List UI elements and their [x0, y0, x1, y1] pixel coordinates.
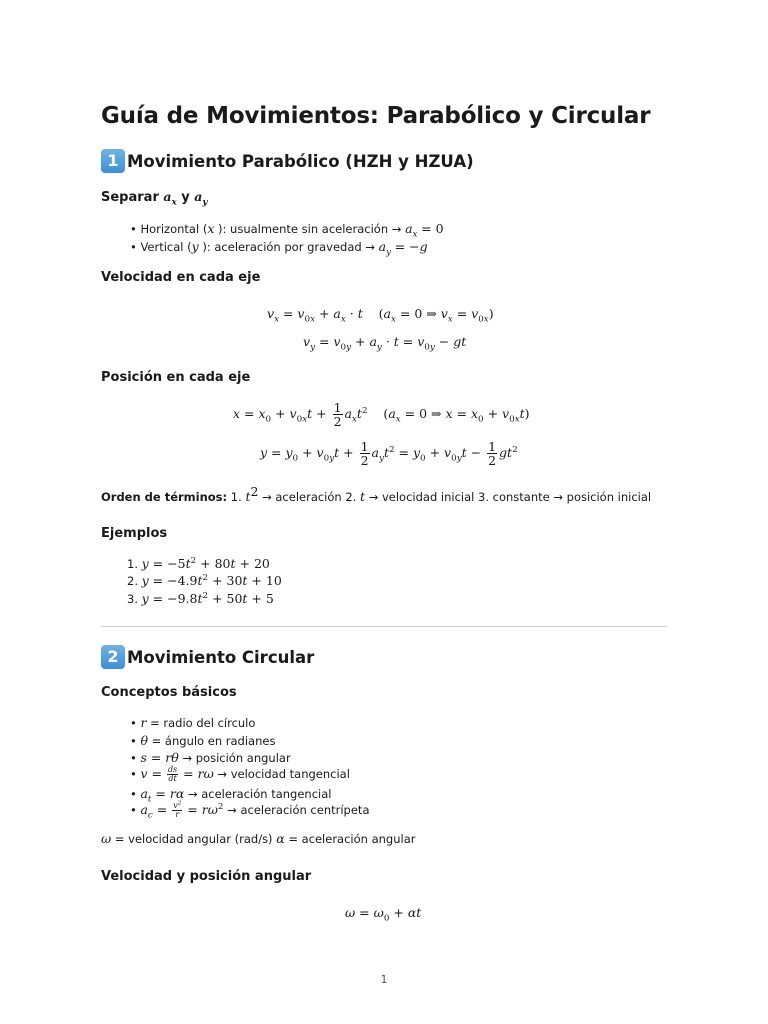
concepto-v: • v = $\frac{ds}{dt}$ = rω → velocidad tangencial	[130, 765, 350, 783]
orden-terminos: Orden de términos: 1. $t^2$ → aceleración 2. t → velocidad inicial 3. constante → posición inicial	[101, 484, 652, 504]
omega-alpha-note: ω = velocidad angular (rad/s) α = aceleración angular	[101, 831, 416, 846]
separar-label: Separar	[101, 190, 159, 205]
bullet-vertical: • Vertical (y ): aceleración por gravedad → $a_y = -g$	[130, 239, 428, 258]
ejemplos-heading: Ejemplos	[101, 526, 168, 541]
bullet-horizontal: • Horizontal (x ): usualmente sin aceleración → $a_x = 0$	[130, 221, 444, 240]
ejemplo-2: 2. $y = -4.9t^2 + 30t + 10$	[127, 572, 282, 588]
velocidad-heading: Velocidad en cada eje	[101, 270, 261, 285]
page-title: Guía de Movimientos: Parabólico y Circular	[101, 103, 651, 129]
equation-x: $x = x_0 + v_{0x}t$ + $\frac{1}{2}$ $a_xt^2$ ($a_x = 0$ ⇒ $x = x_0 + v_{0x}t$)	[233, 400, 530, 430]
separar-y: y	[181, 190, 190, 205]
concepto-ac: • $a_c$ = $\frac{v^2}{r}$ = $r\omega^2$ → aceleración centrípeta	[130, 800, 370, 821]
ejemplo-3: 3. $y = -9.8t^2 + 50t + 5$	[127, 590, 274, 606]
section-1-title: Movimiento Parabólico (HZH y HZUA)	[127, 151, 474, 171]
concepto-at: • $a_t = r\alpha$ → aceleración tangencial	[130, 786, 332, 805]
concepto-s: • s = rθ → posición angular	[130, 750, 291, 765]
ejemplo-1: 1. $y = -5t^2 + 80t + 20$	[127, 555, 270, 571]
page-number: 1	[380, 973, 388, 986]
section-divider	[101, 626, 667, 627]
vel-pos-angular-heading: Velocidad y posición angular	[101, 869, 312, 884]
separar-heading: Separar $a_x$ y $a_y$	[101, 189, 208, 208]
equation-vy: $v_y = v_{0y} + a_y \cdot t = v_{0y}$ − gt	[303, 334, 467, 353]
concepto-theta: • θ = ángulo en radianes	[130, 733, 276, 748]
number-1-badge-icon: 1	[101, 149, 125, 173]
equation-omega: $\omega = \omega_0 + \alpha t$	[345, 905, 422, 924]
section-2-title: Movimiento Circular	[127, 647, 315, 667]
conceptos-heading: Conceptos básicos	[101, 685, 237, 700]
number-2-badge-icon: 2	[101, 645, 125, 669]
equation-vx: $v_x = v_{0x} + a_x \cdot t$ ($a_x = 0$ ⇒ $v_x = v_{0x}$)	[267, 306, 494, 325]
concepto-r: • r = radio del círculo	[130, 715, 256, 730]
section-1-heading	[101, 149, 474, 173]
equation-y: $y = y_0 + v_{0y}t$ + $\frac{1}{2}$ $a_yt^2 = y_0 + v_{0y}t$ − $\frac{1}{2}$ $gt^2$	[260, 439, 518, 469]
section-2-heading	[101, 645, 314, 669]
posicion-heading: Posición en cada eje	[101, 370, 251, 385]
